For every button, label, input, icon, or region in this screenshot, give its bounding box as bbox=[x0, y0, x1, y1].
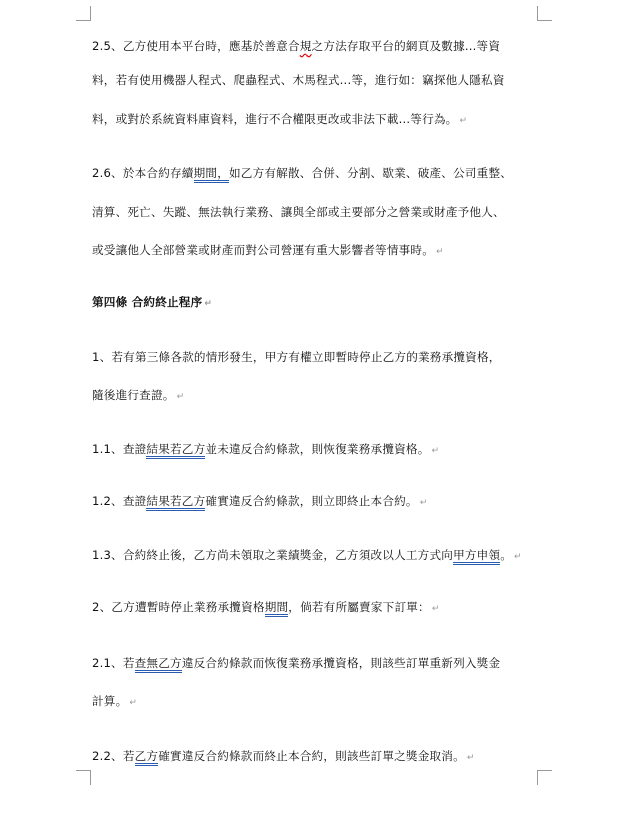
text-run: 。 bbox=[500, 548, 513, 562]
text-run: 清算、死亡、失蹤、無法執行業務、讓與全部或主要部分之營業或財產予他人、 bbox=[92, 205, 505, 219]
paragraph-mark-icon: ↵ bbox=[431, 604, 440, 614]
paragraph-mark-icon: ↵ bbox=[431, 446, 440, 456]
text-run: 或受讓他人全部營業或財產而對公司營運有重大影響者等情事時。 bbox=[92, 243, 435, 257]
text-run: 2、乙方遭暫時停止業務承攬資格 bbox=[92, 600, 265, 614]
grammar-underline: 乙方 bbox=[135, 749, 159, 766]
grammar-underline: 甲方申領 bbox=[453, 548, 500, 565]
text-run: 確實違反合約條款而終止本合約，則該些訂單之獎金取消。 bbox=[158, 749, 465, 763]
grammar-underline: 查無乙方 bbox=[135, 656, 182, 673]
text-line[interactable] bbox=[92, 204, 505, 220]
text-run: 違反合約條款而恢復業務承攬資格，則該些訂單重新列入獎金 bbox=[181, 656, 501, 670]
text-run: 料，或對於系統資料庫資料，進行不合權限更改或非法下載...等行為。 bbox=[92, 112, 458, 126]
text-run: ，倘若有所屬賣家下訂單： bbox=[288, 600, 430, 614]
text-line[interactable] bbox=[92, 111, 467, 129]
text-run: 1、若有第三條各款的情形發生，甲方有權立即暫時停止乙方的業務承攬資格， bbox=[92, 350, 501, 364]
text-run: 2.1、若 bbox=[92, 656, 135, 670]
text-run: 確實違反合約條款，則立即終止本合約。 bbox=[205, 494, 418, 508]
text-line[interactable] bbox=[92, 693, 137, 711]
section-heading[interactable] bbox=[92, 294, 212, 312]
paragraph-mark-icon: ↵ bbox=[436, 247, 444, 257]
spelling-underline: 規 bbox=[299, 39, 312, 53]
text-line[interactable] bbox=[92, 493, 427, 511]
paragraph-mark-icon: ↵ bbox=[466, 753, 475, 763]
grammar-underline: 結果若乙方 bbox=[146, 494, 205, 511]
grammar-underline: 期間， bbox=[194, 166, 229, 183]
text-line[interactable] bbox=[92, 655, 500, 671]
paragraph-mark-icon: ↵ bbox=[514, 552, 522, 562]
text-line[interactable] bbox=[92, 387, 184, 405]
text-line[interactable] bbox=[92, 748, 475, 766]
text-line[interactable] bbox=[92, 547, 522, 565]
text-run: 2.5、乙方使用本平台時，應基於善意合 bbox=[92, 39, 300, 53]
grammar-underline: 結果若乙方 bbox=[146, 442, 205, 459]
crop-mark-bottom-left bbox=[76, 770, 91, 785]
text-run: 第四條 合約終止程序 bbox=[92, 295, 203, 309]
text-run: 1.1、查證 bbox=[92, 442, 147, 456]
text-run: 料，若有使用機器人程式、爬蟲程式、木馬程式...等，進行如：竊探他人隱私資 bbox=[92, 73, 505, 87]
text-line[interactable] bbox=[92, 599, 440, 617]
crop-mark-top-right bbox=[537, 6, 552, 21]
paragraph-mark-icon: ↵ bbox=[204, 299, 213, 309]
text-line[interactable] bbox=[92, 349, 501, 365]
text-line[interactable] bbox=[92, 72, 505, 88]
crop-mark-bottom-right bbox=[537, 770, 552, 785]
text-line[interactable] bbox=[92, 242, 444, 260]
paragraph-mark-icon: ↵ bbox=[459, 116, 468, 126]
text-run: 1.3、合約終止後，乙方尚未領取之業績獎金，乙方須改以人工方式向 bbox=[92, 548, 454, 562]
text-line[interactable] bbox=[92, 165, 512, 181]
text-run: 之方法存取平台的網頁及數據...等資 bbox=[311, 39, 501, 53]
text-run: 1.2、查證 bbox=[92, 494, 147, 508]
text-run: 2.6、於本合約存續 bbox=[92, 166, 194, 180]
text-run: 如乙方有解散、合併、分割、歇業、破產、公司重整、 bbox=[229, 166, 513, 180]
text-line[interactable] bbox=[92, 38, 500, 54]
paragraph-mark-icon: ↵ bbox=[129, 698, 138, 708]
text-run: 計算。 bbox=[92, 694, 128, 708]
text-line[interactable] bbox=[92, 441, 439, 459]
text-run: 並未違反合約條款，則恢復業務承攬資格。 bbox=[205, 442, 430, 456]
grammar-underline: 期間 bbox=[265, 600, 289, 617]
text-run: 2.2、若 bbox=[92, 749, 135, 763]
paragraph-mark-icon: ↵ bbox=[419, 498, 428, 508]
text-run: 隨後進行查證。 bbox=[92, 388, 175, 402]
paragraph-mark-icon: ↵ bbox=[176, 392, 185, 402]
crop-mark-top-left bbox=[76, 6, 91, 21]
